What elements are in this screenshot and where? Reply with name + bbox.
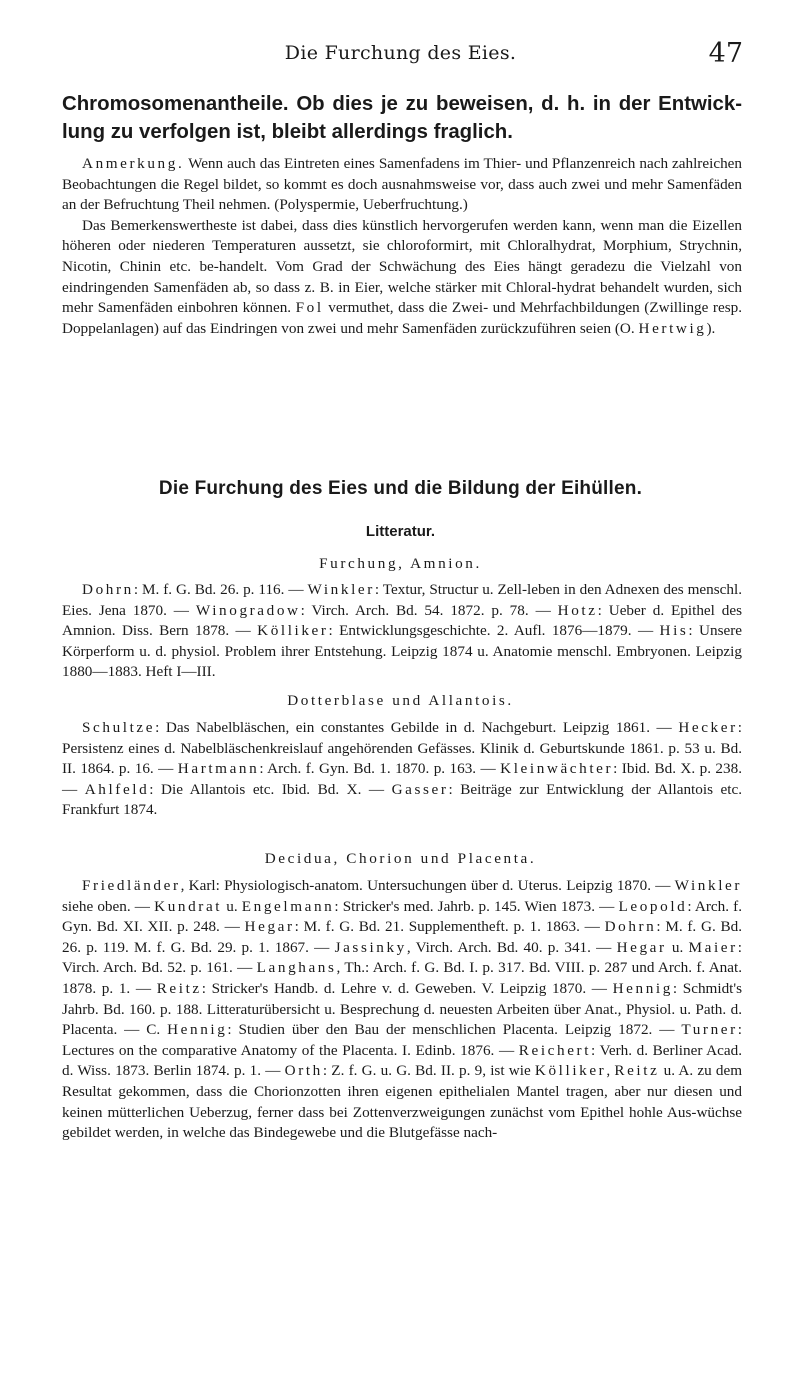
reference-text: : Stricker's Handb. d. Lehre v. d. Geweben. V. Leipzig 1870. — — [201, 979, 607, 997]
author-name: Kleinwächter — [500, 760, 614, 778]
author-name: Hennig — [167, 1021, 228, 1039]
author-name: Kundrat — [154, 897, 223, 915]
reference-text: u. — [226, 897, 238, 915]
running-title: Die Furchung des Eies. — [284, 42, 517, 64]
author-name: Gasser — [391, 780, 449, 798]
subheading-decidua: Decidua, Chorion und Placenta. — [264, 850, 537, 867]
author-name: Langhans — [256, 959, 337, 977]
author-name: Reitz — [156, 979, 202, 997]
reference-text: : Beiträge zur Entwicklung der Allantois etc. Frankfurt 1874. — [62, 780, 743, 819]
author-name: Ahlfeld — [84, 780, 150, 798]
author-name: Winkler — [307, 581, 375, 598]
author-name: Reitz — [614, 1062, 660, 1080]
reference-text: : Verh. d. Berliner Acad. d. Wiss. 1873. Berlin 1874. p. 1. — — [62, 1041, 743, 1080]
reference-text: : M. f. G. Bd. 21. Supplementheft. p. 1. 1863. — — [294, 918, 600, 936]
reference-paragraph — [62, 580, 742, 683]
note-text-2b: vermuthet, dass die Zwei- und Mehrfachbildungen (Zwillinge resp. Doppelanlagen) auf das Eindringen von zwei und mehr Samenfäden zurückzuführen seien (O. — [62, 299, 743, 337]
reference-text: : M. f. G. Bd. 26. p. 119. M. f. G. Bd. 29. p. 1. 1867. — — [62, 918, 743, 956]
reference-text: , Virch. Arch. Bd. 40. p. 341. — — [406, 938, 612, 956]
reference-text: : Textur, Structur u. Zell-leben in den Adnexen des menschl. Eies. Jena 1870. — — [62, 581, 743, 619]
literature-heading: Litteratur. — [365, 523, 436, 540]
author-name: Reichert — [518, 1041, 592, 1059]
author-name: Leopold — [618, 897, 688, 915]
note-text-2c: ). — [706, 319, 716, 337]
reference-text: : M. f. G. Bd. 26. p. 116. — — [133, 581, 304, 598]
author-name: Hegar — [616, 938, 667, 956]
section-title: Die Furchung des Eies und die Bildung der Eihüllen. — [158, 478, 643, 499]
reference-text: : Stricker's med. Jahrb. p. 145. Wien 1873. — — [334, 897, 615, 915]
decidua-references — [62, 876, 742, 1144]
author-name: Friedländer — [82, 877, 181, 894]
subheading-furchung: Furchung, Amnion. — [319, 555, 482, 572]
author-name: Turner — [681, 1021, 738, 1039]
reference-text: : Studien über den Bau der menschlichen Placenta. Leipzig 1872. — — [227, 1021, 675, 1039]
author-name: Winogradow — [195, 601, 301, 619]
reference-text: : Unsere Körperform u. d. physiol. Problem ihrer Entstehung. Leipzig 1874 u. Anatomie menschl. Embryonen. Leipzig 1880—1883. Heft I—III. — [62, 622, 743, 681]
note-paragraph-2 — [62, 216, 742, 340]
reference-text: , Th.: Arch. f. G. Bd. I. p. 317. Bd. VIII. p. 287 und Arch. f. Anat. 1878. p. 1. — — [62, 959, 743, 997]
note-block — [62, 154, 742, 339]
reference-paragraph — [62, 718, 742, 821]
note-text-2a: Das Bemerkenswertheste ist dabei, dass dies künstlich hervorgerufen werden kann, wenn man die Eizellen höheren oder niederen Temperaturen aussetzt, sie chloroformirt, mit Chloralhydrat, Morphium, Strychnin, Nicotin, Chinin etc. be-handelt. Vom Grad der Schwächung des Eies hängt geradezu die Vielzahl von eindringenden Samenfäden ab, so dass z. B. in Eier, welche stärker mit Chloral-hydrat behandelt wurden, sich mehr Samenfäden einbohren können. — [62, 216, 742, 317]
reference-text: : Arch. f. Gyn. Bd. XI. XII. p. 248. — — [62, 897, 743, 936]
dotterblase-references — [62, 718, 742, 821]
reference-text: : Virch. Arch. Bd. 54. 1872. p. 78. — — [300, 601, 551, 619]
author-name: Orth — [284, 1062, 323, 1080]
author-name: Hecker — [678, 719, 738, 736]
author-name: Jassinky — [334, 938, 407, 956]
furchung-references — [62, 580, 742, 683]
reference-text: : Persistenz eines d. Nabelbläschenkreislauf angehörenden Gefässes. Klinik d. Geburtskunde 1861. p. 53 u. Bd. II. 1864. p. 16. — — [62, 719, 742, 778]
author-name: Hegar — [244, 918, 295, 936]
author-name: Kölliker — [257, 622, 329, 640]
reference-text: : Die Allantois etc. Ibid. Bd. X. — — [149, 780, 385, 798]
reference-text: : Ibid. Bd. X. p. 238. — — [62, 760, 743, 798]
author-fol: Fol — [295, 299, 324, 317]
author-name: Maier — [688, 938, 738, 956]
reference-text: : Schmidt's Jahrb. Bd. 160. p. 188. Litteraturübersicht u. Besprechung d. neuesten Arbeiten über Anat., Physiol. u. Path. d. Placenta. — C. — [62, 979, 743, 1039]
subheading-dotterblase: Dotterblase und Allantois. — [287, 692, 514, 709]
author-name: Winkler — [674, 877, 743, 894]
author-name: Kölliker — [534, 1062, 607, 1080]
author-name: Schultze — [82, 719, 156, 736]
reference-text: : Lectures on the comparative Anatomy of the Placenta. I. Edinb. 1876. — — [62, 1021, 743, 1059]
reference-text: siehe oben. — — [62, 897, 150, 915]
reference-text: , Karl: Physiologisch-anatom. Untersuchungen über d. Uterus. Leipzig 1870. — — [180, 877, 671, 894]
author-name: His — [659, 622, 689, 640]
note-text-1: Wenn auch das Eintreten eines Samenfadens im Thier- und Pflanzenreich nach zahlreichen Beobachtungen die Regel bildet, so kommt es doch ausnahmsweise vor, dass auch zwei und mehr Samenfäden an der Befruchtung Theil nehmen. (Polyspermie, Ueberfruchtung.) — [62, 155, 742, 214]
reference-text: , — [606, 1062, 611, 1080]
author-name: Hartmann — [177, 760, 260, 778]
author-name: Engelmann — [241, 897, 335, 915]
reference-text: : Z. f. G. u. G. Bd. II. p. 9, ist wie — [322, 1062, 531, 1080]
reference-text: u. — [671, 938, 684, 956]
reference-text: : Entwicklungsgeschichte. 2. Aufl. 1876—1879. — — [328, 622, 654, 640]
reference-paragraph — [62, 876, 742, 1144]
note-paragraph-1 — [62, 154, 742, 216]
reference-text: : Virch. Arch. Bd. 52. p. 161. — — [62, 938, 743, 977]
note-label: Anmerkung. — [82, 155, 185, 172]
author-hertwig: Hertwig — [638, 319, 707, 337]
reference-text: : Ueber d. Epithel des Amnion. Diss. Bern 1878. — — [62, 601, 743, 640]
author-name: Dohrn — [82, 581, 134, 598]
page-number: 47 — [708, 38, 743, 69]
author-name: Hennig — [612, 979, 673, 997]
reference-text: u. A. zu dem Resultat gekommen, dass die Chorionzotten ihren eigenen epithelialen Mantel tragen, aber nur diesen und keinen mütterlichen Ueberzug, ferner dass bei Zottenverzweigungen zunächst vom Epithel hohle Aus-wüchse gebildet werden, in welche das Bindegewebe und die Blutgefässe nach- — [62, 1062, 743, 1142]
reference-text: : Arch. f. Gyn. Bd. 1. 1870. p. 163. — — [259, 760, 496, 778]
lead-paragraph: Chromosomenantheile. Ob dies je zu beweisen, d. h. in der Entwick-lung zu verfolgen ist, bleibt allerdings fraglich. — [62, 93, 742, 143]
page-header — [0, 40, 801, 70]
author-name: Dohrn — [604, 918, 657, 936]
reference-text: : Das Nabelbläschen, ein constantes Gebilde in d. Nachgeburt. Leipzig 1861. — — [155, 719, 672, 736]
author-name: Hotz — [557, 601, 598, 619]
